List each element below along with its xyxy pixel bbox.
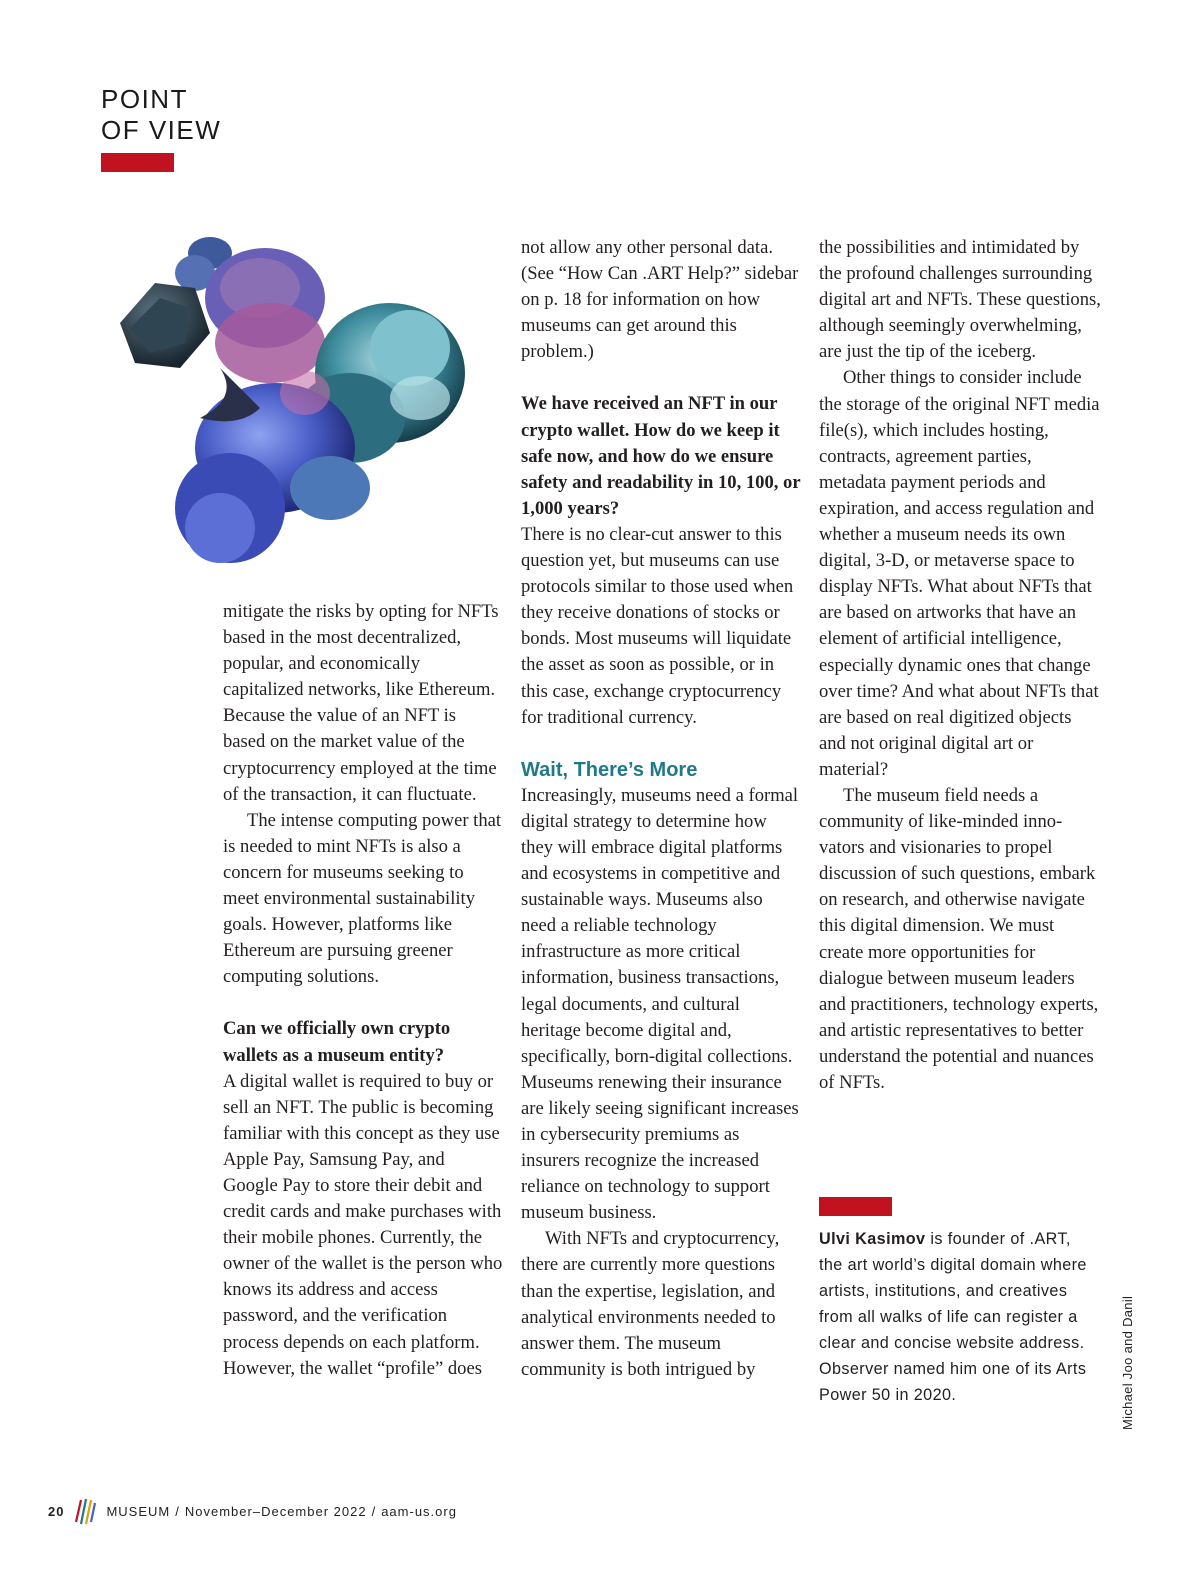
section-accent-bar [101,153,174,172]
author-bio [819,1226,1089,1408]
paragraph: There is no clear-cut answer to this question yet, but museums can use protocols similar to those used when they receive donations of stocks or bonds. Most museums will liquidate the asset as soon as possible, or in this case, exchange cryptocurrency for traditional currency. [521,523,794,728]
museum-logo-icon [72,1496,98,1526]
paragraph: not allow any other personal data. (See “How Can .ART Help?” sidebar on p. 18 for information on how museums can get around this problem.) [521,237,799,363]
question-heading: We have received an NFT in our crypto wallet. How do we keep it safe now, and how do we ensure safety and readability in 10, 100, or 1,000 years? [521,393,801,519]
paragraph: Increasingly, museums need a formal digital strategy to determine how they will embrace digital platforms and ecosystems in competitive and sustainable ways. Museums also need a reliable technology infrastructure as more critical information, business transactions, legal documents, and cultural heritage become digital and, specifically, born-digital collections. Museums renewing their insurance are likely seeing significant increases in cybersecurity premiums as insurers recognize the increased reliance on technology to support museum business. [521,784,799,1224]
page-footer [48,1498,457,1524]
artwork-coral-shape [120,237,465,563]
paragraph: mitigate the risks by opting for NFTs based in the most decentralized, popular, and economically capitalized networks, like Ethereum. Because the value of an NFT is based on the market value of the cryptocurrency employed at the time of the transaction, it can fluctuate. [223,601,499,805]
footer-separator: / [371,1503,377,1519]
magazine-name: MUSEUM [106,1503,171,1519]
paragraph: The intense computing power that is needed to mint NFTs is also a concern for museums seeking to meet environmental sustainability goals. However, platforms like Ethereum are pursuing greener computing solutions. [223,809,502,988]
footer-separator: / [175,1503,180,1519]
paragraph: the possibilities and intimidated by the profound challenges surrounding digital art and NFTs. These questions, although seemingly overwhelming, are just the tip of the iceberg. [819,237,1101,363]
article-column-2 [521,235,801,1383]
section-label-line2: OF VIEW [101,115,222,145]
section-subhead: Wait, There’s More [521,758,698,781]
bio-accent-bar [819,1197,892,1216]
author-bio-text: is founder of .ART, the art world’s digital domain where artists, institutions, and creatives from all walks of life can register a clear and concise website address. Observer named him one of its Arts Power 50 in 2020. [819,1230,1087,1404]
page-number: 20 [48,1503,65,1519]
article-column-1 [223,599,503,1382]
question-heading: Can we officially own crypto wallets as a museum entity? [223,1018,451,1066]
section-label [101,84,221,146]
photo-credit: Michael Joo and Danil [1120,1295,1135,1430]
article-column-3 [819,235,1101,1096]
section-label-line1: POINT [101,84,188,114]
website-link[interactable]: aam-us.org [381,1503,457,1519]
nft-artwork-image [100,228,480,590]
paragraph: With NFTs and cryptocurrency, there are currently more questions than the expertise, legislation, and analytical environments needed to answer them. The museum community is both intrigued by [521,1228,780,1380]
paragraph: A digital wallet is required to buy or sell an NFT. The public is becoming familiar with this concept as they use Apple Pay, Samsung Pay, and Google Pay to store their debit and credit cards and make purchases with their mobile phones. Currently, the owner of the wallet is the person who knows its address and access password, and the verification process depends on each platform. However, the wallet “profile” does [223,1070,503,1379]
author-name: Ulvi Kasimov [819,1230,926,1248]
issue-date: November–December 2022 [184,1503,367,1519]
paragraph: Other things to consider include the storage of the original NFT media file(s), which includes hosting, contracts, agreement parties, metadata payment periods and expiration, and access regulation and whether a museum needs its own digital, 3-D, or metaverse space to display NFTs. What about NFTs that are based on artworks that have an element of artificial intelligence, especially dynamic ones that change over time? And what about NFTs that are based on real digitized objects and not original digital art or material? [819,367,1100,780]
paragraph: The museum field needs a community of like-minded innovators and visionaries to propel discussion of such questions, embark on research, and otherwise navigate this digital dimension. We must create more opportunities for dialogue between museum leaders and practitioners, technology experts, and artistic representatives to better understand the potential and nuances of NFTs. [819,784,1099,1093]
